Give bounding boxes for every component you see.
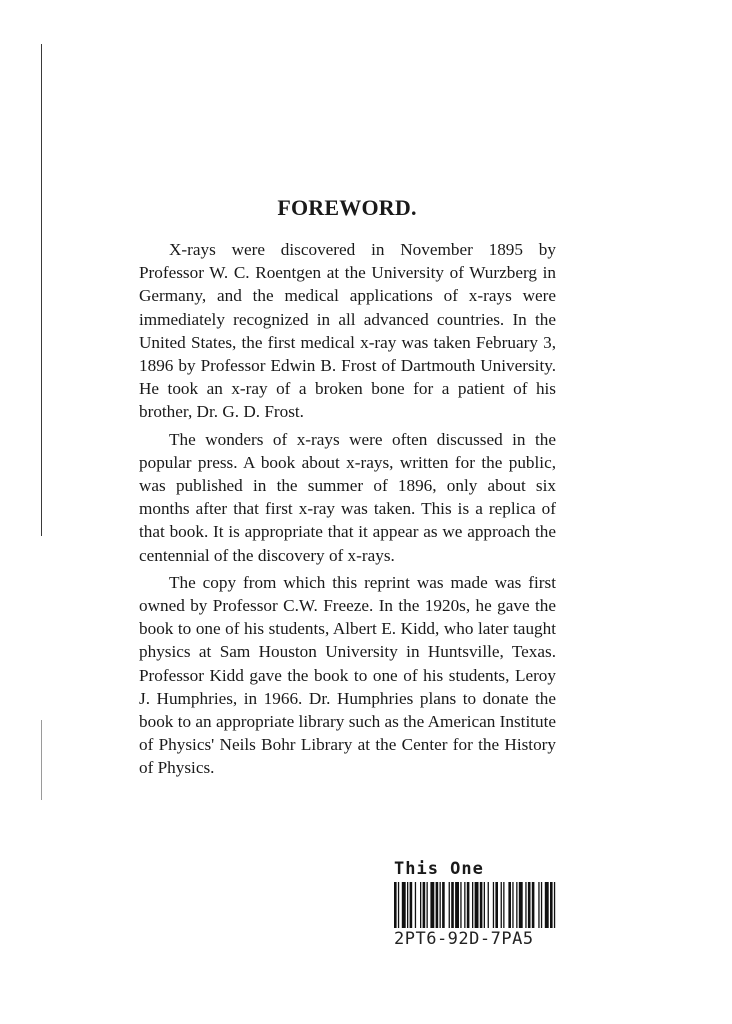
barcode-bar [550,882,553,928]
barcode-bar [516,882,517,928]
barcode-bar [467,882,470,928]
barcode-bar [532,882,535,928]
barcode-bar [538,882,539,928]
barcode-bar [554,882,555,928]
scan-edge-line [41,44,42,536]
barcode-bar [525,882,526,928]
barcode-bar [451,882,454,928]
barcode-bar [410,882,413,928]
barcode-bar [512,882,513,928]
barcode-bar [503,882,504,928]
barcode-bar [545,882,549,928]
barcode-bar [436,882,439,928]
foreword-body [139,238,556,784]
barcode-bar [407,882,408,928]
barcode-bar [455,882,459,928]
paragraph: The copy from which this reprint was made was first owned by Professor C.W. Freeze. In the 1920s, he gave the book to one of his students, Albert E. Kidd, who later taught physics at Sam Houston University in Huntsville, Texas. Professor Kidd gave the book to one of his students, Leroy J. Humphries, in 1966. Dr. Humphries plans to donate the book to an appropriate library such as the American Institute of Physics' Neils Bohr Library at the Center for the History of Physics. [139,572,556,778]
barcode-bar [440,882,441,928]
barcode-bar [398,882,399,928]
barcode-bar [480,882,483,928]
barcode-bar [430,882,434,928]
barcode-bar [541,882,542,928]
barcode-bar [420,882,421,928]
barcode-bar [449,882,450,928]
sticker-label: This One [394,859,484,879]
barcode-bar [472,882,473,928]
barcode-number: 2PT6-92D-7PA5 [394,929,534,949]
barcode-bar [484,882,485,928]
paragraph: The wonders of x-rays were often discussed in the popular press. A book about x-rays, written for the public, was published in the summer of 1896, only about six months after that first x-ray was taken. This is a replica of that book. It is appropriate that it appear as we approach the centennial of the discovery of x-rays. [139,429,556,565]
barcode-bar [402,882,406,928]
barcode-bar [460,882,461,928]
scan-edge-line [41,720,42,800]
barcode-bar [508,882,511,928]
barcode-bar [394,882,397,928]
barcode-bar [493,882,494,928]
barcode-bar [427,882,428,928]
paragraph: X-rays were discovered in November 1895 by Professor W. C. Roentgen at the University of Wurzberg in Germany, and the medical applications of x-rays were immediately recognized in all advanced countries. In the United States, the first medical x-ray was taken February 3, 1896 by Professor Edwin B. Frost of Dartmouth University. He took an x-ray of a broken bone for a patient of his brother, Dr. G. D. Frost. [139,240,556,422]
barcode-bar [423,882,426,928]
barcode-bar [528,882,531,928]
barcode-image [394,882,650,928]
barcode-bar [501,882,502,928]
barcode-bar [442,882,445,928]
barcode-bar [519,882,523,928]
barcode-bar [415,882,416,928]
barcode-bar [488,882,489,928]
page-title: FOREWORD. [277,195,417,220]
barcode-bar [464,882,465,928]
barcode-bar [495,882,498,928]
library-barcode-sticker [380,858,652,949]
barcode-bar [475,882,479,928]
